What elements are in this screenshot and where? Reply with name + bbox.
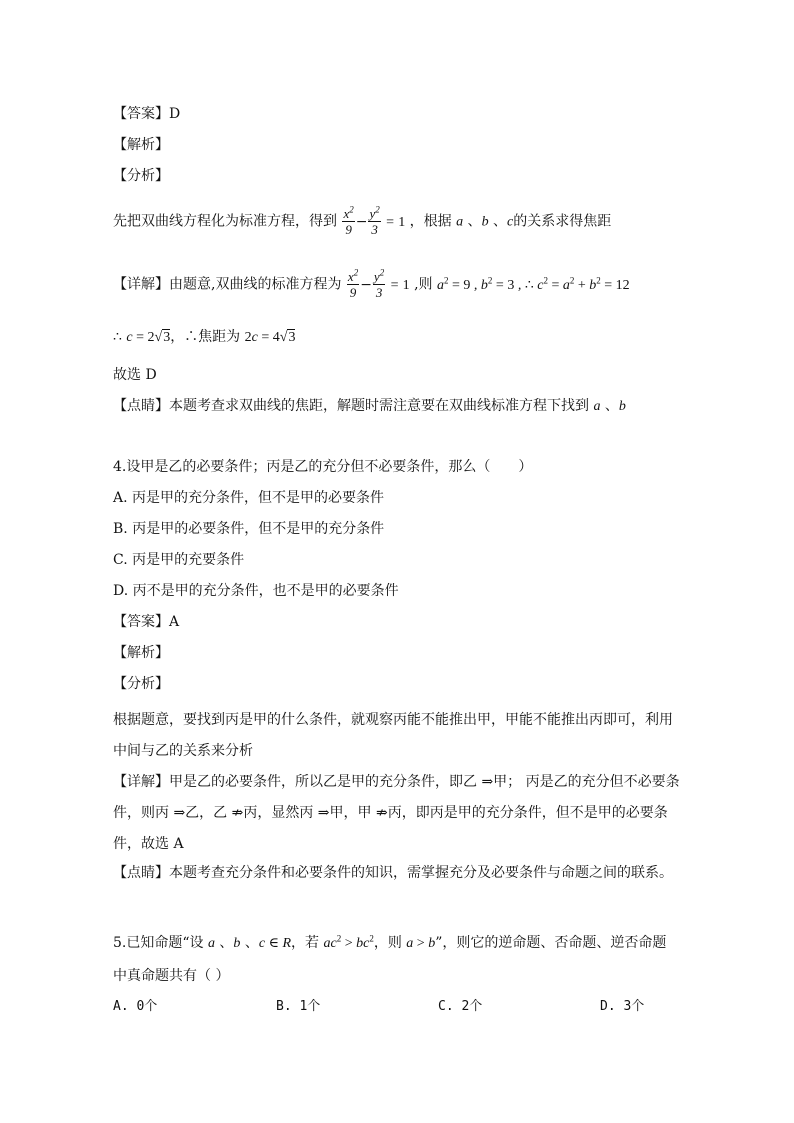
detail-text: 由题意,双曲线的标准方程为 bbox=[169, 276, 342, 293]
answer-label: 【答案】 bbox=[113, 614, 169, 630]
q5-option-b: B. 1个 bbox=[276, 999, 321, 1014]
q3-answer-line bbox=[113, 104, 180, 124]
q5-option-d: D. 3个 bbox=[600, 999, 645, 1014]
q5-stem-line1: 5.已知命题“设 a 、b 、c ∈ R，若 $ac^2 > bc^2$，则 a > b”，则它的逆命题、否命题、逆否命题 bbox=[113, 933, 667, 951]
q4-analysis-text: 根据题意，要找到丙是甲的什么条件，就观察丙能不能推出甲，甲能不能推出丙即可，利用中间与乙的关系来分析 bbox=[113, 712, 673, 759]
q4-dianjing-line bbox=[113, 863, 673, 883]
q5-option-a: A. 0个 bbox=[113, 999, 158, 1014]
std-equation: $\frac{x^2}{9}$ − $\frac{y^2}{3}$ = 1 bbox=[347, 267, 410, 300]
dianjing-label: 【点睛】 bbox=[113, 398, 169, 414]
q4-option-a: A. 丙是甲的充分条件，但不是甲的必要条件 bbox=[113, 490, 385, 506]
q3-conclusion: 故选 D bbox=[113, 367, 157, 383]
q3-analysis-line: 先把双曲线方程化为标准方程，得到 $\frac{x^2}{9}$ − $\frac{y^2}{3}$ = 1 ，根据 a 、b 、c的关系求得焦距 bbox=[113, 204, 612, 237]
answer-label: 【答案】 bbox=[113, 106, 169, 122]
dianjing-text: 本题考查充分条件和必要条件的知识，需掌握充分及必要条件与命题之间的联系。 bbox=[169, 865, 673, 881]
result-text: ，∴焦距为 bbox=[170, 329, 241, 345]
therefore-symbol: ∴ bbox=[113, 329, 122, 345]
stem-text-4: ”，则它的逆命题、否命题、逆否命题 bbox=[435, 935, 667, 951]
detail-math: $a^2 = 9$ , $b^2 = 3$ , ∴ $c^2 = a^2 + b^2 = 12$ bbox=[437, 274, 630, 293]
detail-text: 甲是乙的必要条件，所以乙是甲的充分条件，即乙 ⇒甲； 丙是乙的充分但不必要条件，则丙 ⇒乙，乙 ⇏丙，显然丙 ⇒甲，甲 ⇏丙，即丙是甲的充分条件，但不是甲的必要条件，故选 A bbox=[113, 774, 680, 852]
q5-option-c: C. 2个 bbox=[438, 999, 483, 1014]
q4-detail-line bbox=[113, 767, 683, 860]
c-value: c = 2√3 bbox=[126, 330, 171, 345]
q4-stem: 4.设甲是乙的必要条件；丙是乙的充分但不必要条件，那么（ ） bbox=[113, 459, 533, 475]
dianjing-label: 【点睛】 bbox=[113, 865, 169, 881]
q5-stem-line2: 中真命题共有（ ） bbox=[113, 968, 230, 984]
detail-label: 【详解】 bbox=[113, 774, 169, 790]
analysis-text: 先把双曲线方程化为标准方程，得到 bbox=[113, 213, 337, 230]
conclusion-expr: a > b bbox=[406, 936, 436, 951]
q4-answer-line bbox=[113, 612, 179, 632]
stem-text-2: ，若 bbox=[291, 935, 320, 951]
ab-vars: a bbox=[593, 399, 601, 414]
detail-label: 【详解】 bbox=[113, 276, 169, 293]
analysis-text-2: ，根据 bbox=[409, 213, 452, 230]
condition: $ac^2 > bc^2$ bbox=[323, 933, 374, 951]
q4-fenxi-label: 【分析】 bbox=[113, 676, 169, 692]
stem-text-3: ，则 bbox=[373, 935, 402, 951]
focal-distance: 2c = 4√3 bbox=[244, 330, 296, 345]
answer-value: D bbox=[169, 106, 181, 122]
hyperbola-equation: $\frac{x^2}{9}$ − $\frac{y^2}{3}$ = 1 bbox=[343, 204, 406, 237]
q3-jiexi-label: 【解析】 bbox=[113, 137, 169, 153]
stem-text: 5.已知命题“设 bbox=[113, 935, 204, 951]
detail-text-2: ,则 bbox=[414, 276, 433, 293]
analysis-text-3: 的关系求得焦距 bbox=[513, 213, 612, 230]
q3-result-line bbox=[113, 327, 295, 348]
answer-value: A bbox=[169, 614, 180, 630]
q4-option-b: B. 丙是甲的必要条件，但不是甲的充分条件 bbox=[113, 521, 385, 537]
q4-option-d: D. 丙不是甲的充分条件，也不是甲的必要条件 bbox=[113, 583, 399, 599]
variables: a bbox=[207, 936, 215, 951]
q4-jiexi-label: 【解析】 bbox=[113, 645, 169, 661]
q3-fenxi-label: 【分析】 bbox=[113, 168, 169, 184]
abc-vars: a bbox=[456, 214, 464, 230]
q3-detail-line bbox=[113, 269, 630, 300]
q4-option-c: C. 丙是甲的充要条件 bbox=[113, 552, 245, 568]
dianjing-text: 本题考查求双曲线的焦距，解题时需注意要在双曲线标准方程下找到 bbox=[169, 398, 589, 414]
q3-dianjing-line: 【点睛】本题考查求双曲线的焦距，解题时需注意要在双曲线标准方程下找到 a 、b bbox=[113, 398, 626, 414]
